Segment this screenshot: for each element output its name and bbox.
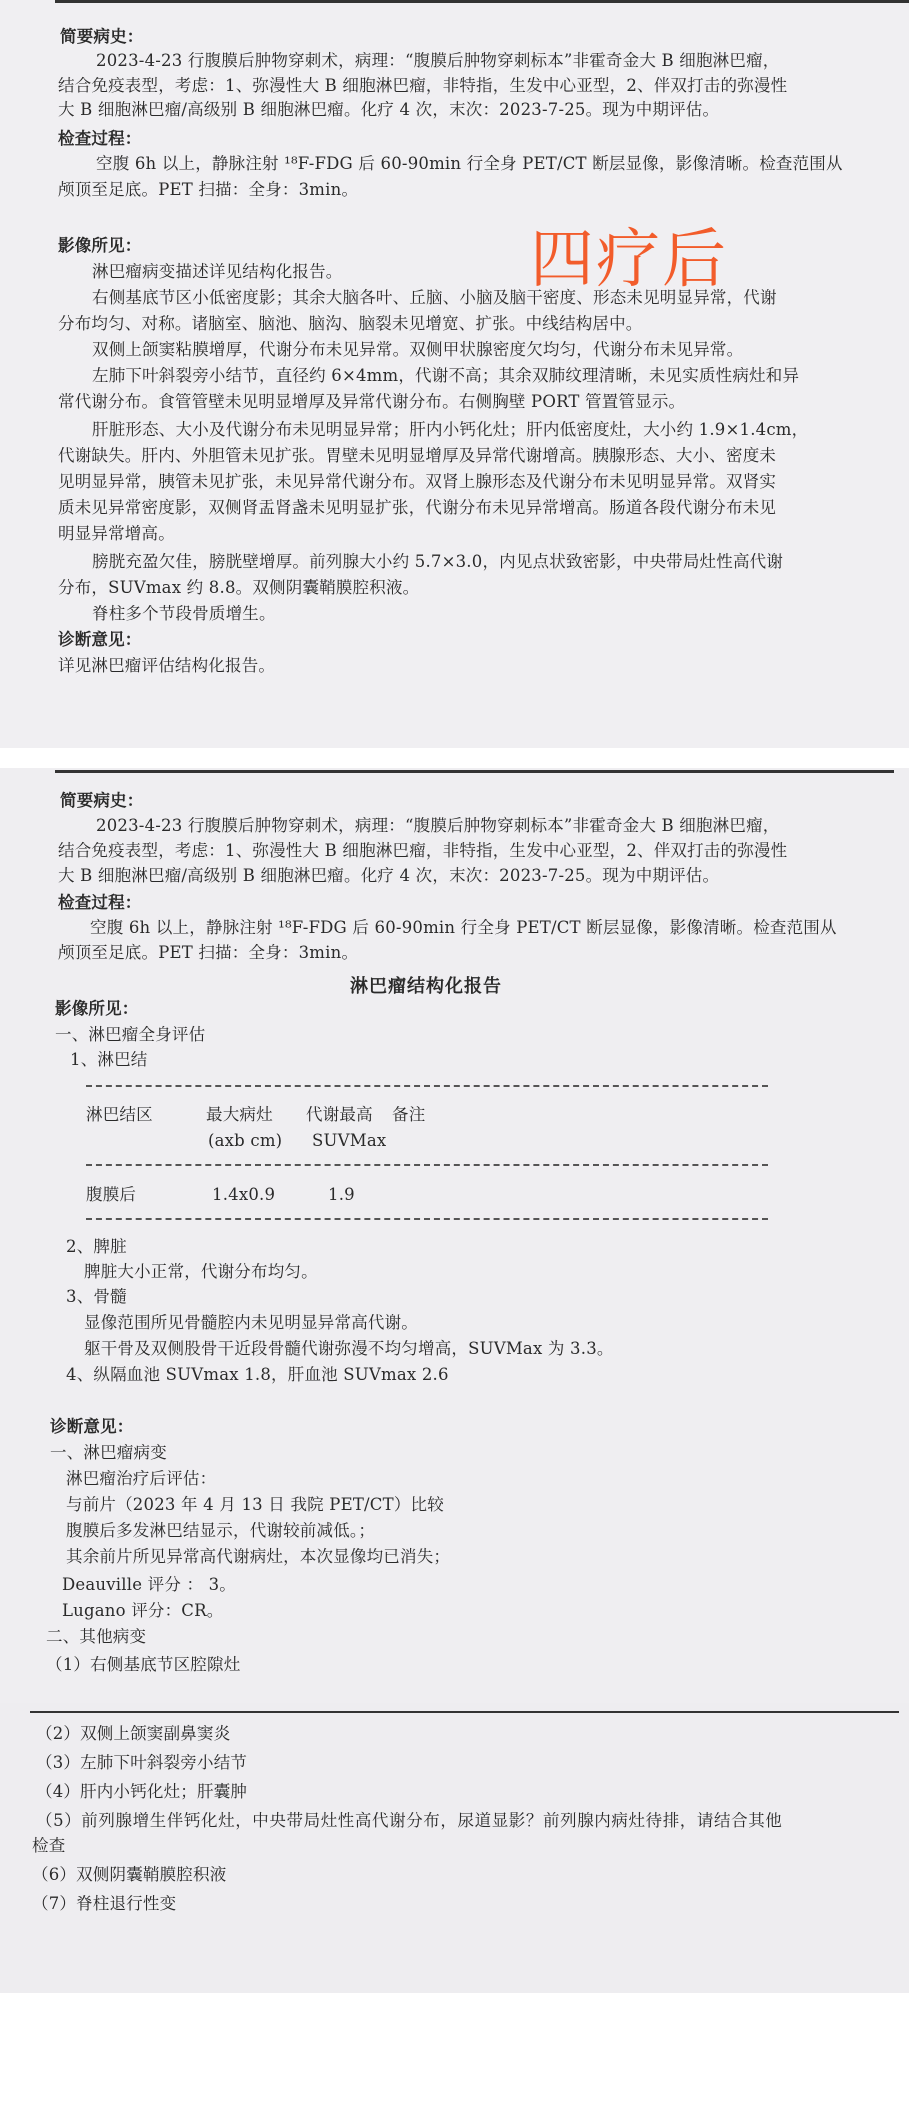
diagnosis-line: 详见淋巴瘤评估结构化报告。 bbox=[58, 656, 276, 675]
exam-line: 空腹 6h 以上，静脉注射 ¹⁸F-FDG 后 60-90min 行全身 PET/CT 断层显像，影像清晰。检查范围从 bbox=[90, 918, 837, 937]
diagnosis-line: （2）双侧上颌窦副鼻窦炎 bbox=[36, 1724, 231, 1743]
exam-line: 空腹 6h 以上，静脉注射 ¹⁸F-FDG 后 60-90min 行全身 PET/CT 断层显像，影像清晰。检查范围从 bbox=[96, 154, 843, 173]
diagnosis-line: （1）右侧基底节区腔隙灶 bbox=[46, 1655, 241, 1674]
diagnosis-line: 腹膜后多发淋巴结显示，代谢较前减低。； bbox=[66, 1521, 376, 1540]
history-line: 大 B 细胞淋巴瘤/高级别 B 细胞淋巴瘤。化疗 4 次，末次：2023-7-25。现为中期评估。 bbox=[58, 866, 720, 885]
diagnosis-line: 检查 bbox=[32, 1836, 66, 1855]
findings-line: 质未见异常密度影，双侧肾盂肾盏未见明显扩张，代谢分布未见异常增高。肠道各段代谢分布未见 bbox=[58, 498, 777, 517]
handwritten-stamp: 四疗后 bbox=[530, 223, 728, 297]
findings-line: 右侧基底节区小低密度影；其余大脑各叶、丘脑、小脑及脑干密度、形态未见明显异常，代谢 bbox=[92, 288, 777, 307]
exam-line: 颅顶至足底。PET 扫描：全身：3min。 bbox=[58, 180, 359, 199]
marrow-line: 显像范围所见骨髓腔内未见明显异常高代谢。 bbox=[84, 1313, 418, 1332]
findings-line: 双侧上颌窦粘膜增厚，代谢分布未见异常。双侧甲状腺密度欠均匀，代谢分布未见异常。 bbox=[92, 340, 744, 359]
findings-line: 脊柱多个节段骨质增生。 bbox=[92, 604, 276, 623]
table-rule bbox=[86, 1164, 768, 1166]
diagnosis-label: 诊断意见： bbox=[58, 630, 142, 649]
section-heading: 一、淋巴瘤全身评估 bbox=[55, 1025, 206, 1044]
diagnosis-label: 诊断意见： bbox=[50, 1417, 134, 1436]
findings-line: 代谢缺失。肝内、外胆管未见扩张。胃壁未见明显增厚及异常代谢增高。胰腺形态、大小、密度未 bbox=[58, 446, 777, 465]
page-top-rule bbox=[30, 1711, 899, 1713]
table-rule bbox=[86, 1218, 768, 1220]
table-header-cell: 备注 bbox=[392, 1105, 426, 1124]
subsection-heading: 2、脾脏 bbox=[66, 1237, 127, 1256]
page-top-rule bbox=[55, 0, 909, 3]
blood-pool-line: 4、纵隔血池 SUVmax 1.8，肝血池 SUVmax 2.6 bbox=[66, 1365, 449, 1384]
findings-line: 淋巴瘤病变描述详见结构化报告。 bbox=[92, 262, 343, 281]
diagnosis-line: 其余前片所见异常高代谢病灶，本次显像均已消失； bbox=[66, 1547, 451, 1566]
diagnosis-section: 二、其他病变 bbox=[46, 1627, 147, 1646]
diagnosis-line: 淋巴瘤治疗后评估： bbox=[66, 1469, 217, 1488]
findings-label: 影像所见： bbox=[58, 236, 142, 255]
table-header-cell: 淋巴结区 bbox=[86, 1105, 153, 1124]
exam-label: 检查过程： bbox=[58, 893, 142, 912]
diagnosis-line: （4）肝内小钙化灶；肝囊肿 bbox=[36, 1782, 248, 1801]
table-header-cell: 代谢最高 bbox=[306, 1105, 373, 1124]
diagnosis-line: （7）脊柱退行性变 bbox=[32, 1894, 177, 1913]
structured-report-title: 淋巴瘤结构化报告 bbox=[350, 976, 502, 997]
diagnosis-line: （5）前列腺增生伴钙化灶，中央带局灶性高代谢分布，尿道显影？前列腺内病灶待排，请结合其他 bbox=[36, 1811, 783, 1830]
history-line: 结合免疫表型，考虑：1、弥漫性大 B 细胞淋巴瘤，非特指，生发中心亚型，2、伴双打击的弥漫性 bbox=[58, 841, 788, 860]
findings-line: 见明显异常，胰管未见扩张，未见异常代谢分布。双肾上腺形态及代谢分布未见明显异常。双肾实 bbox=[58, 472, 777, 491]
page-top-rule bbox=[55, 770, 894, 773]
history-label: 简要病史： bbox=[60, 27, 144, 46]
subsection-heading: 3、骨髓 bbox=[66, 1287, 127, 1306]
table-row-cell: 腹膜后 bbox=[86, 1185, 137, 1204]
diagnosis-section: 一、淋巴瘤病变 bbox=[50, 1443, 167, 1462]
report-page-1 bbox=[0, 0, 909, 748]
findings-line: 左肺下叶斜裂旁小结节，直径约 6×4mm，代谢不高；其余双肺纹理清晰，未见实质性病灶和异 bbox=[92, 366, 800, 385]
findings-line: 膀胱充盈欠佳，膀胱壁增厚。前列腺大小约 5.7×3.0，内见点状致密影，中央带局灶性高代谢 bbox=[92, 552, 784, 571]
table-row-cell: 1.9 bbox=[328, 1185, 355, 1204]
history-line: 结合免疫表型，考虑：1、弥漫性大 B 细胞淋巴瘤，非特指，生发中心亚型，2、伴双打击的弥漫性 bbox=[58, 76, 788, 95]
table-unit-cell: SUVMax bbox=[312, 1131, 387, 1150]
subsection-heading: 1、淋巴结 bbox=[70, 1050, 148, 1069]
findings-label: 影像所见： bbox=[55, 999, 139, 1018]
diagnosis-line: Lugano 评分：CR。 bbox=[62, 1601, 224, 1620]
exam-line: 颅顶至足底。PET 扫描：全身：3min。 bbox=[58, 943, 359, 962]
diagnosis-line: Deauville 评分 ： 3。 bbox=[62, 1575, 237, 1594]
history-label: 简要病史： bbox=[60, 791, 144, 810]
diagnosis-line: （6）双侧阴囊鞘膜腔积液 bbox=[32, 1865, 227, 1884]
table-rule bbox=[86, 1085, 768, 1087]
diagnosis-line: （3）左肺下叶斜裂旁小结节 bbox=[36, 1753, 248, 1772]
table-unit-cell: (axb cm) bbox=[208, 1131, 283, 1150]
table-header-cell: 最大病灶 bbox=[206, 1105, 273, 1124]
history-line: 2023-4-23 行腹膜后肿物穿刺术，病理：“腹膜后肿物穿刺标本”非霍奇金大 B 细胞淋巴瘤， bbox=[96, 51, 780, 70]
history-line: 大 B 细胞淋巴瘤/高级别 B 细胞淋巴瘤。化疗 4 次，末次：2023-7-25。现为中期评估。 bbox=[58, 100, 720, 119]
spleen-line: 脾脏大小正常，代谢分布均匀。 bbox=[84, 1262, 318, 1281]
marrow-line: 躯干骨及双侧股骨干近段骨髓代谢弥漫不均匀增高，SUVMax 为 3.3。 bbox=[84, 1339, 614, 1358]
findings-line: 肝脏形态、大小及代谢分布未见明显异常；肝内小钙化灶；肝内低密度灶，大小约 1.9×1.4cm， bbox=[92, 420, 809, 439]
findings-line: 分布均匀、对称。诸脑室、脑池、脑沟、脑裂未见增宽、扩张。中线结构居中。 bbox=[58, 314, 643, 333]
table-row-cell: 1.4x0.9 bbox=[212, 1185, 276, 1204]
exam-label: 检查过程： bbox=[58, 129, 142, 148]
diagnosis-line: 与前片（2023 年 4 月 13 日 我院 PET/CT）比较 bbox=[66, 1495, 444, 1514]
findings-line: 明显异常增高。 bbox=[58, 524, 175, 543]
findings-line: 分布，SUVmax 约 8.8。双侧阴囊鞘膜腔积液。 bbox=[58, 578, 420, 597]
history-line: 2023-4-23 行腹膜后肿物穿刺术，病理：“腹膜后肿物穿刺标本”非霍奇金大 B 细胞淋巴瘤， bbox=[96, 816, 780, 835]
findings-line: 常代谢分布。食管管壁未见明显增厚及异常代谢分布。右侧胸壁 PORT 管置管显示。 bbox=[58, 392, 686, 411]
report-page-3 bbox=[0, 1703, 909, 1993]
report-page-2 bbox=[0, 768, 909, 1703]
